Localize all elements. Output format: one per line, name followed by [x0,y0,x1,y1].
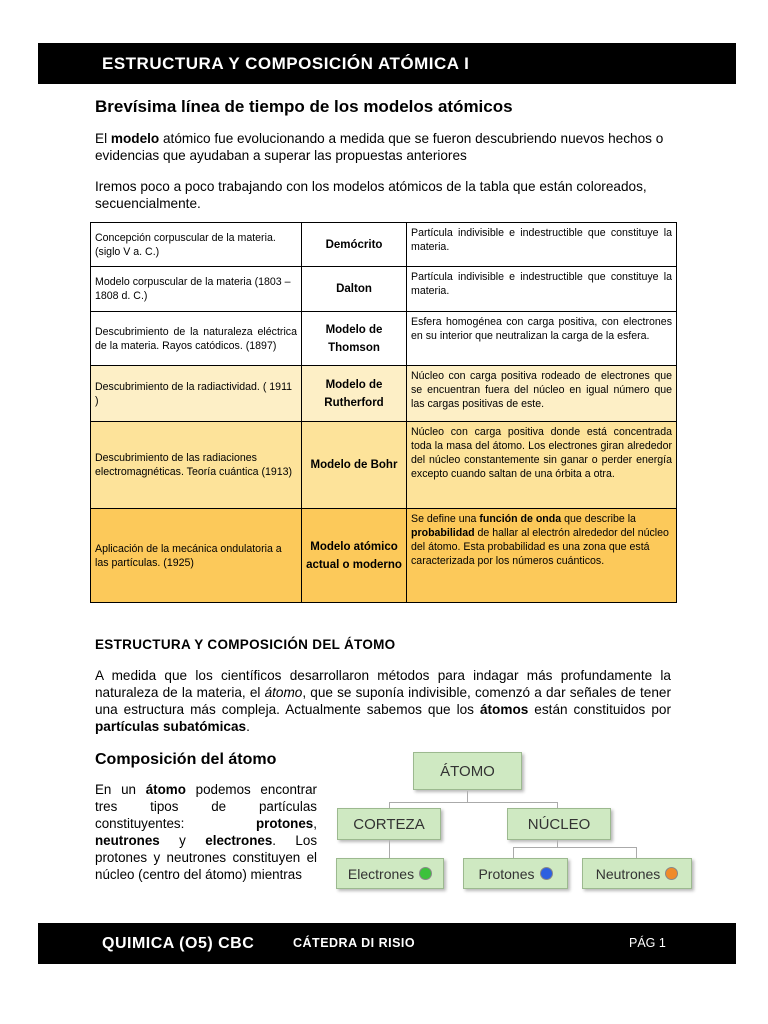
table-row [91,422,677,509]
nucleus-box [507,808,611,840]
protons-label: Protones [478,865,535,882]
model-cell: Demócrito [302,223,407,267]
proton-dot-icon [540,867,553,880]
model-cell: Dalton [302,267,407,312]
description-cell: Partícula indivisible e indestructible que constituye la materia. [407,223,677,267]
atom-label: ÁTOMO [440,762,495,780]
atom-box [413,752,522,790]
table-row [91,366,677,422]
table-row [91,223,677,267]
composition-paragraph: En un átomo podemos encontrar tres tipos de partículas constituyentes: protones, neutrones y electrones. Los protones y neutrones constituyen el núcleo (centro del átomo) mientras [95,782,318,882]
timeline-intro: El modelo atómico fue evolucionando a medida que se fueron descubriendo nuevos hechos o evidencias que ayudaban a superar las propuestas anteriores [95,131,664,163]
electrons-box [336,858,444,889]
table-row [91,312,677,366]
model-cell: Modelo de Thomson [302,312,407,366]
electrons-label: Electrones [347,865,415,882]
protons-box [463,858,568,889]
nucleus-label: NÚCLEO [527,815,591,833]
model-cell: Modelo atómico actual o moderno [302,509,407,603]
description-cell: Se define una función de onda que describe la probabilidad de hallar al electrón alrededor del núcleo del átomo. Esta probabilidad es una zona que está caracterizada por los números cuánticos. [407,509,677,603]
description-cell: Partícula indivisible e indestructible que constituye la materia. [407,267,677,312]
event-cell: Descubrimiento de la naturaleza eléctrica de la materia. Rayos catódicos. (1897) [91,312,302,366]
neutrons-label: Neutrones [595,865,661,882]
cortex-label: CORTEZA [353,815,425,833]
electron-dot-icon [419,867,432,880]
event-cell: Concepción corpuscular de la materia. (siglo V a. C.) [91,223,302,267]
structure-heading: ESTRUCTURA Y COMPOSICIÓN DEL ÁTOMO [95,637,396,652]
model-cell: Modelo de Bohr [302,422,407,509]
page-footer [38,923,736,964]
course-name: QUIMICA (O5) CBC [102,935,255,952]
neutrons-box [582,858,692,889]
structure-paragraph: A medida que los científicos desarrollaron métodos para indagar más profundamente la naturaleza de la materia, el átomo, que se suponía indivisible, comenzó a dar señales de tener una estructura más compleja. Actualmente sabemos que los átomos están constituidos por partículas subatómicas. [95,668,671,734]
timeline-title: Brevísima línea de tiempo de los modelos atómicos [95,97,513,116]
atomic-models-table [90,222,677,603]
model-cell: Modelo de Rutherford [302,366,407,422]
chair-name: CÁTEDRA DI RISIO [293,936,416,950]
neutron-dot-icon [665,867,678,880]
table-row [91,267,677,312]
timeline-note: Iremos poco a poco trabajando con los modelos atómicos de la tabla que están coloreados, secuencialmente. [95,179,647,211]
description-cell: Esfera homogénea con carga positiva, con electrones en su interior que neutralizan la carga de la esfera. [407,312,677,366]
event-cell: Aplicación de la mecánica ondulatoria a las partículas. (1925) [91,509,302,603]
description-cell: Núcleo con carga positiva donde está concentrada toda la masa del átomo. Los electrones giran alrededor del núcleo constantemente sin ganar o perder energía excepto cuando saltan de una órbita a otra. [407,422,677,509]
cortex-box [337,808,441,840]
event-cell: Modelo corpuscular de la materia (1803 – 1808 d. C.) [91,267,302,312]
table-row [91,509,677,603]
event-cell: Descubrimiento de la radiactividad. ( 1911 ) [91,366,302,422]
page-number: PÁG 1 [629,936,666,950]
page-header [38,43,736,84]
document-title: ESTRUCTURA Y COMPOSICIÓN ATÓMICA I [102,54,470,73]
event-cell: Descubrimiento de las radiaciones electromagnéticas. Teoría cuántica (1913) [91,422,302,509]
description-cell: Núcleo con carga positiva rodeado de electrones que se encuentran fuera del núcleo en igual número que las cargas positivas de este. [407,366,677,422]
composition-title: Composición del átomo [95,751,277,768]
